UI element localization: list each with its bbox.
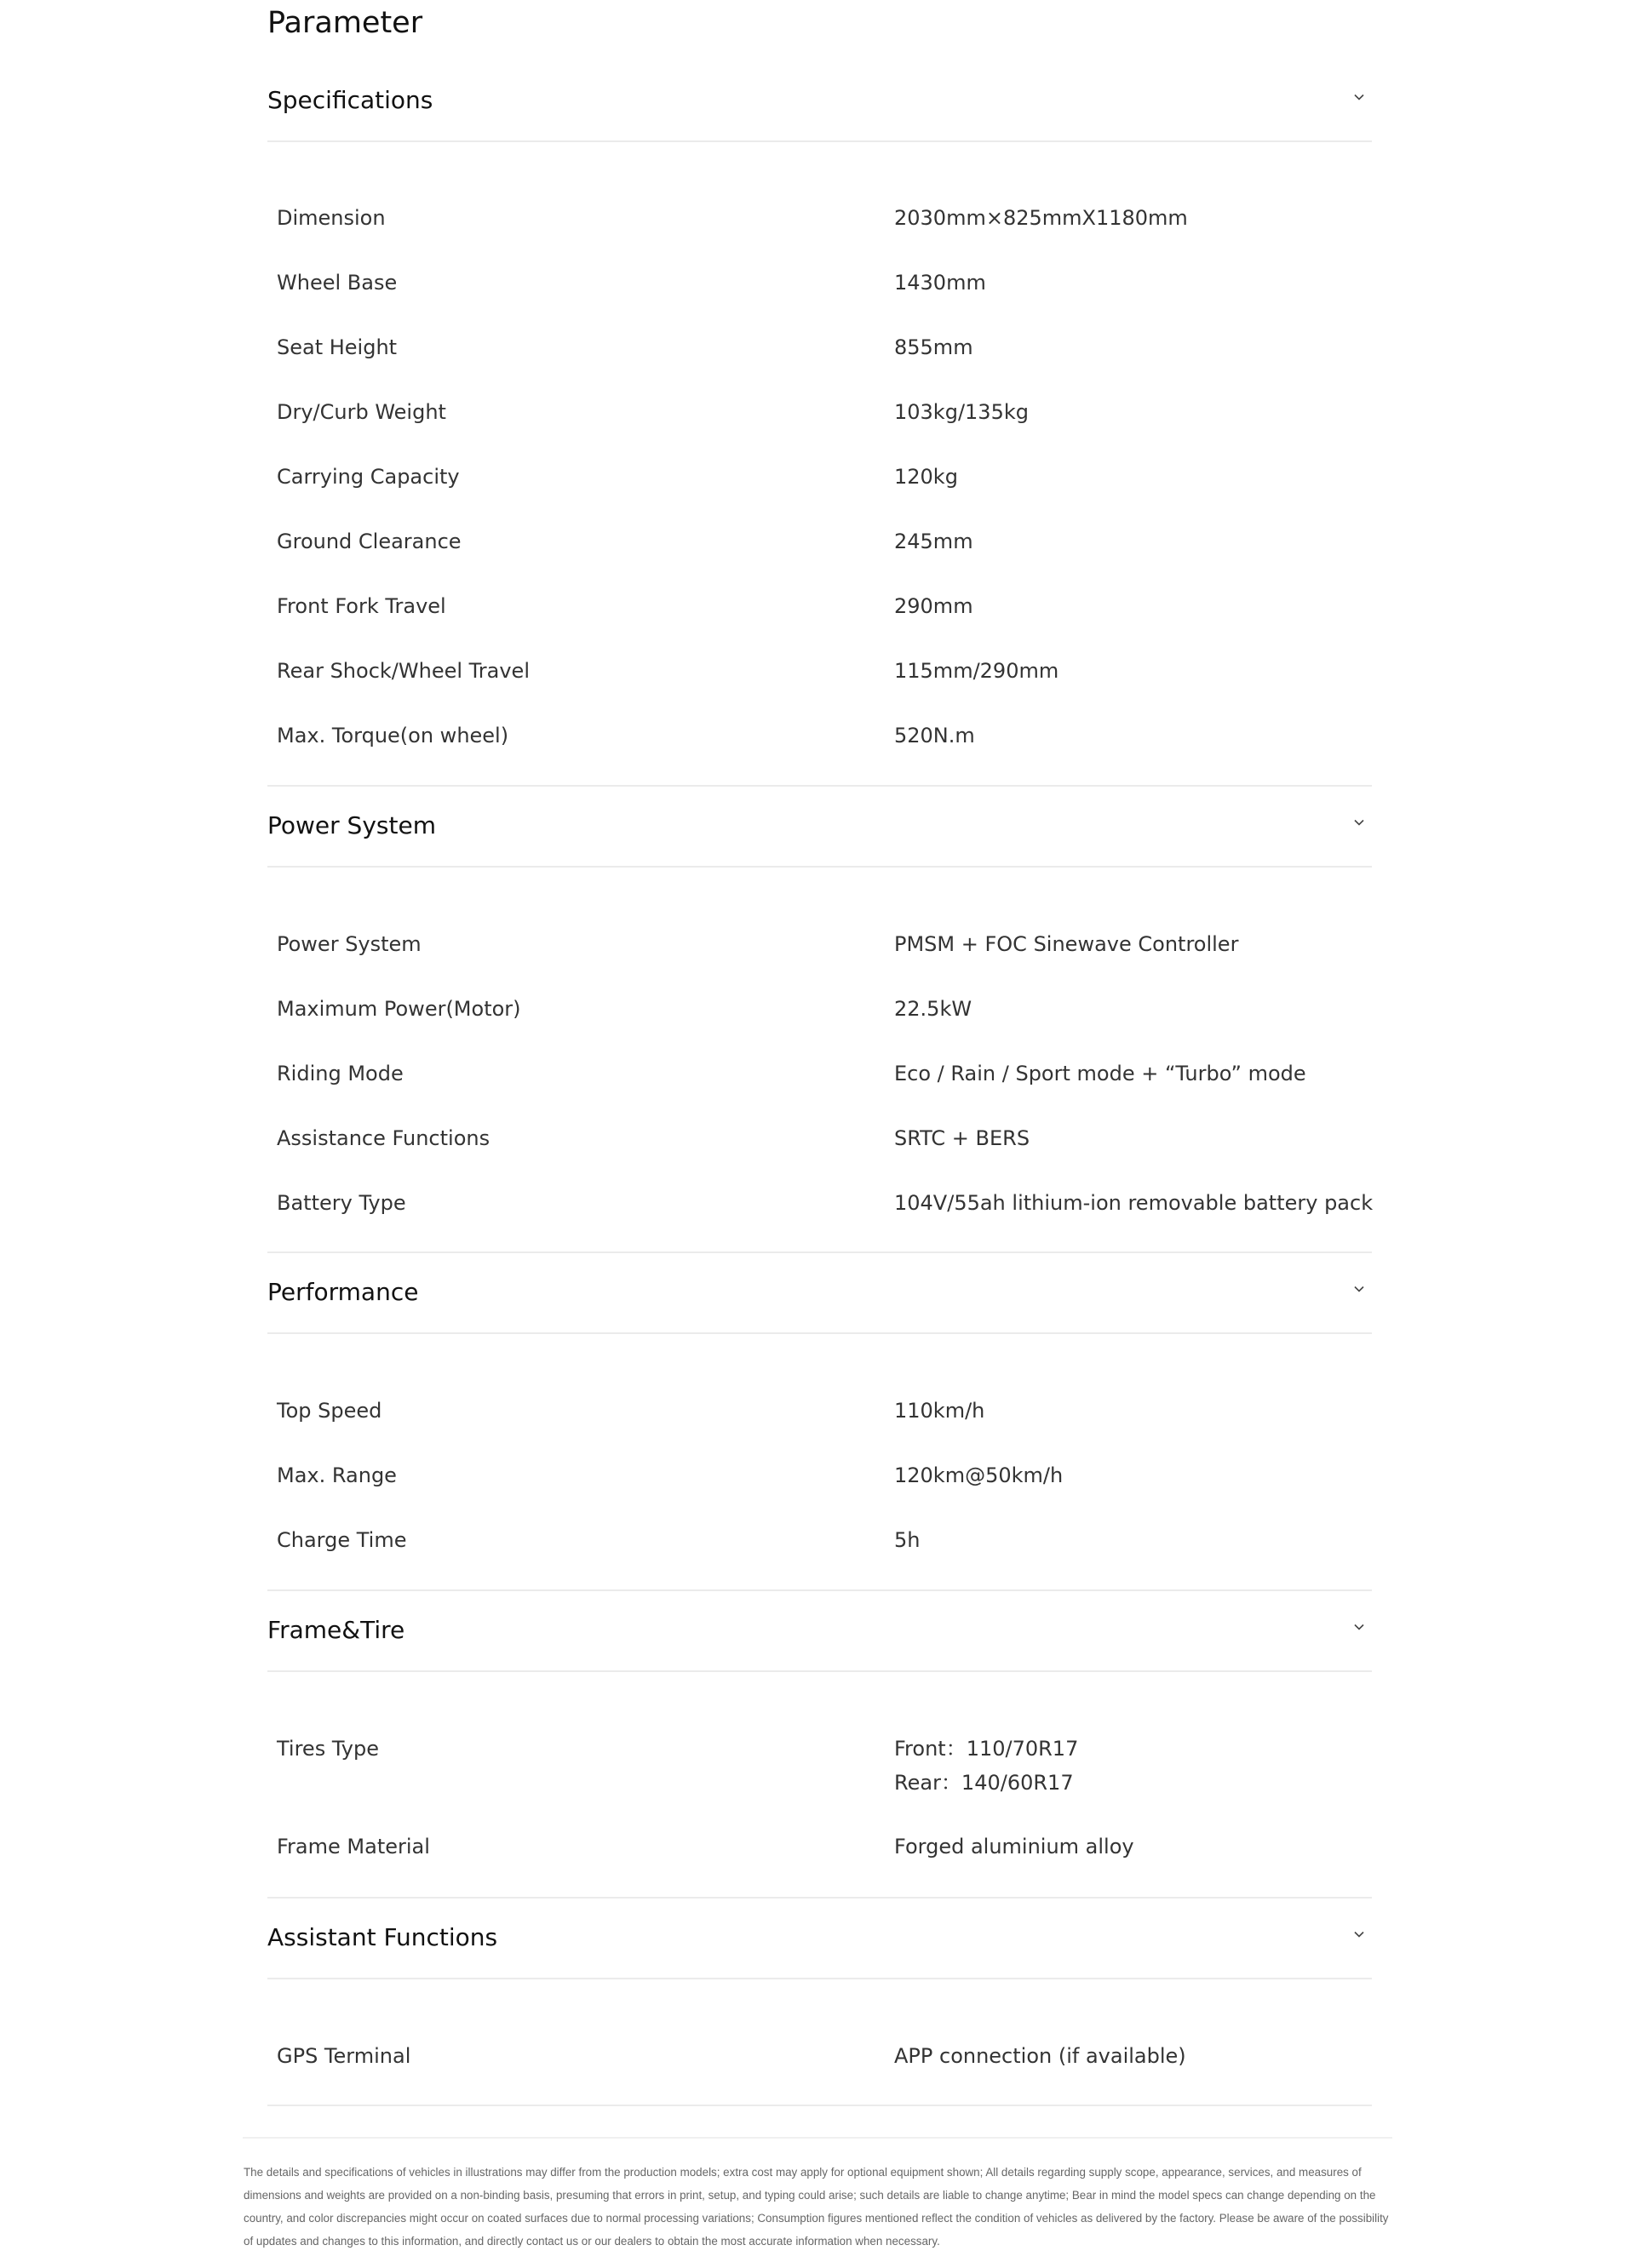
spec-row: [267, 444, 1372, 509]
spec-label: Seat Height: [277, 335, 398, 359]
page-title: Parameter: [267, 6, 423, 40]
spec-value: [894, 1732, 1078, 1800]
section-header-specifications[interactable]: [267, 60, 1372, 142]
spec-label: Max. Range: [277, 1463, 397, 1487]
chevron-down-icon[interactable]: [1351, 89, 1367, 105]
spec-row: [267, 574, 1372, 639]
spec-value: 22.5kW: [894, 997, 972, 1021]
section-header-power-system[interactable]: [267, 786, 1372, 868]
chevron-down-icon[interactable]: [1351, 1619, 1367, 1635]
spec-row: [267, 1171, 1372, 1235]
spec-value: 110km/h: [894, 1399, 985, 1423]
section-header-performance[interactable]: [267, 1252, 1372, 1334]
spec-label: GPS Terminal: [277, 2044, 411, 2068]
spec-label: Rear Shock/Wheel Travel: [277, 659, 530, 683]
spec-value: 115mm/290mm: [894, 659, 1059, 683]
spec-list: [267, 1979, 1372, 2088]
chevron-down-icon[interactable]: [1351, 1281, 1367, 1297]
spec-label: Charge Time: [277, 1528, 407, 1552]
section-title: Specifications: [267, 86, 433, 114]
spec-row: [267, 1041, 1372, 1106]
spec-value: 2030mm×825mmX1180mm: [894, 206, 1188, 230]
section-divider: [267, 2105, 1372, 2106]
spec-list: [267, 1334, 1372, 1572]
section-header-frame-tire[interactable]: [267, 1590, 1372, 1672]
spec-row: [267, 250, 1372, 315]
spec-value: 1430mm: [894, 271, 986, 295]
spec-value: PMSM + FOC Sinewave Controller: [894, 932, 1239, 956]
spec-row: [267, 639, 1372, 703]
spec-row: [267, 1814, 1372, 1879]
section-title: Frame&Tire: [267, 1616, 405, 1644]
spec-value: 245mm: [894, 530, 973, 553]
spec-row: [267, 1716, 1372, 1814]
spec-row: [267, 703, 1372, 768]
spec-label: Tires Type: [277, 1737, 379, 1761]
spec-label: Riding Mode: [277, 1062, 404, 1085]
section-assistant-functions: [267, 1898, 1372, 2088]
spec-row: [267, 976, 1372, 1041]
spec-label: Dimension: [277, 206, 386, 230]
spec-value-line: Front：110/70R17: [894, 1737, 1079, 1761]
spec-value: 104V/55ah lithium-ion removable battery pack: [894, 1191, 1374, 1215]
disclaimer-text: The details and specifications of vehicles in illustrations may differ from the production models; extra cost may apply for optional equipment shown; All details regarding supply scope, appearance, services, and measures of dimensions and weights are provided on a non-binding basis, presuming that errors in print, setup, and typing could arise; such details are liable to change anytime; Bear in mind the model specs can change depending on the country, and color discrepancies might occur on coated surfaces due to normal processing variations; Consumption figures mentioned reflect the condition of vehicles as delivered by the factory. Please be aware of the possibility of updates and changes to this information, and directly contact us or our dealers to obtain the most accurate information when necessary.: [244, 2166, 1389, 2248]
spec-value: 855mm: [894, 335, 973, 359]
spec-row: [267, 1378, 1372, 1443]
chevron-down-icon[interactable]: [1351, 815, 1367, 830]
spec-value: 120km@50km/h: [894, 1463, 1064, 1487]
footer-divider: [243, 2137, 1392, 2139]
spec-label: Max. Torque(on wheel): [277, 724, 509, 747]
spec-value: 5h: [894, 1528, 921, 1552]
section-performance: [267, 1252, 1372, 1572]
spec-row: [267, 186, 1372, 250]
spec-list: [267, 868, 1372, 1235]
spec-value: SRTC + BERS: [894, 1126, 1030, 1150]
spec-row: [267, 1106, 1372, 1171]
spec-value: 290mm: [894, 594, 973, 618]
spec-row: [267, 2024, 1372, 2088]
spec-value-line: Rear：140/60R17: [894, 1771, 1074, 1795]
spec-value: Forged aluminium alloy: [894, 1835, 1134, 1858]
section-specifications: [267, 60, 1372, 768]
spec-row: [267, 380, 1372, 444]
spec-row: [267, 509, 1372, 574]
spec-row: [267, 912, 1372, 976]
spec-value: APP connection (if available): [894, 2044, 1186, 2068]
spec-value: 103kg/135kg: [894, 400, 1029, 424]
spec-value: 120kg: [894, 465, 958, 489]
section-header-assistant-functions[interactable]: [267, 1898, 1372, 1979]
section-frame-tire: [267, 1590, 1372, 1879]
section-title: Power System: [267, 811, 436, 839]
spec-list: [267, 1672, 1372, 1879]
spec-value: 520N.m: [894, 724, 975, 747]
chevron-down-icon[interactable]: [1351, 1927, 1367, 1942]
spec-label: Power System: [277, 932, 422, 956]
section-title: Assistant Functions: [267, 1923, 498, 1951]
section-power-system: [267, 786, 1372, 1235]
spec-label: Frame Material: [277, 1835, 430, 1858]
section-title: Performance: [267, 1278, 419, 1306]
spec-label: Dry/Curb Weight: [277, 400, 446, 424]
spec-label: Maximum Power(Motor): [277, 997, 521, 1021]
spec-label: Wheel Base: [277, 271, 398, 295]
spec-label: Ground Clearance: [277, 530, 462, 553]
spec-label: Carrying Capacity: [277, 465, 460, 489]
spec-label: Assistance Functions: [277, 1126, 490, 1150]
spec-label: Top Speed: [277, 1399, 382, 1423]
spec-label: Battery Type: [277, 1191, 406, 1215]
spec-row: [267, 1443, 1372, 1508]
spec-list: [267, 142, 1372, 768]
spec-value: Eco / Rain / Sport mode + “Turbo” mode: [894, 1062, 1306, 1085]
spec-row: [267, 315, 1372, 380]
spec-row: [267, 1508, 1372, 1572]
spec-label: Front Fork Travel: [277, 594, 446, 618]
